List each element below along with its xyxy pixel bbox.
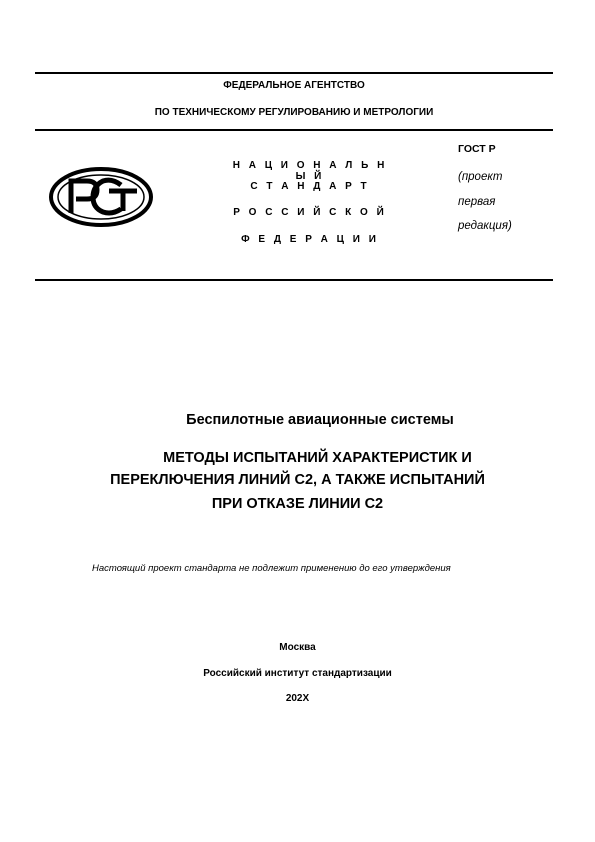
footer-year: 202X — [285, 693, 310, 704]
document-title-line-1: МЕТОДЫ ИСПЫТАНИЙ ХАРАКТЕРИСТИК И — [163, 450, 472, 466]
rst-logo-icon — [49, 167, 153, 232]
standard-line-2: С Т А Н Д А Р Т — [250, 181, 370, 192]
top-rule — [35, 72, 553, 74]
standard-line-4: Ф Е Д Е Р А Ц И И — [241, 234, 379, 245]
draft-notice: Настоящий проект стандарта не подлежит применению до его утверждения — [92, 563, 451, 574]
draft-line-1: (проект — [458, 171, 503, 183]
header-divider — [35, 129, 553, 131]
footer-institute: Российский институт стандартизации — [203, 668, 392, 679]
standard-line-3: Р О С С И Й С К О Й — [233, 207, 387, 218]
document-title-line-2: ПЕРЕКЛЮЧЕНИЯ ЛИНИЙ С2, А ТАКЖЕ ИСПЫТАНИЙ — [110, 472, 485, 488]
standard-line-1: Н А Ц И О Н А Л Ь Н Ы Й — [232, 160, 388, 182]
gost-code: ГОСТ Р — [458, 143, 496, 155]
footer-city: Москва — [279, 642, 316, 653]
agency-line-1: ФЕДЕРАЛЬНОЕ АГЕНТСТВО — [223, 80, 365, 91]
agency-line-2: ПО ТЕХНИЧЕСКОМУ РЕГУЛИРОВАНИЮ И МЕТРОЛОГИИ — [154, 107, 434, 118]
draft-line-3: редакция) — [458, 220, 512, 232]
document-subtitle: Беспилотные авиационные системы — [186, 412, 454, 428]
header-bottom-rule — [35, 279, 553, 281]
draft-line-2: первая — [458, 196, 496, 208]
document-title-line-3: ПРИ ОТКАЗЕ ЛИНИИ С2 — [211, 496, 384, 512]
